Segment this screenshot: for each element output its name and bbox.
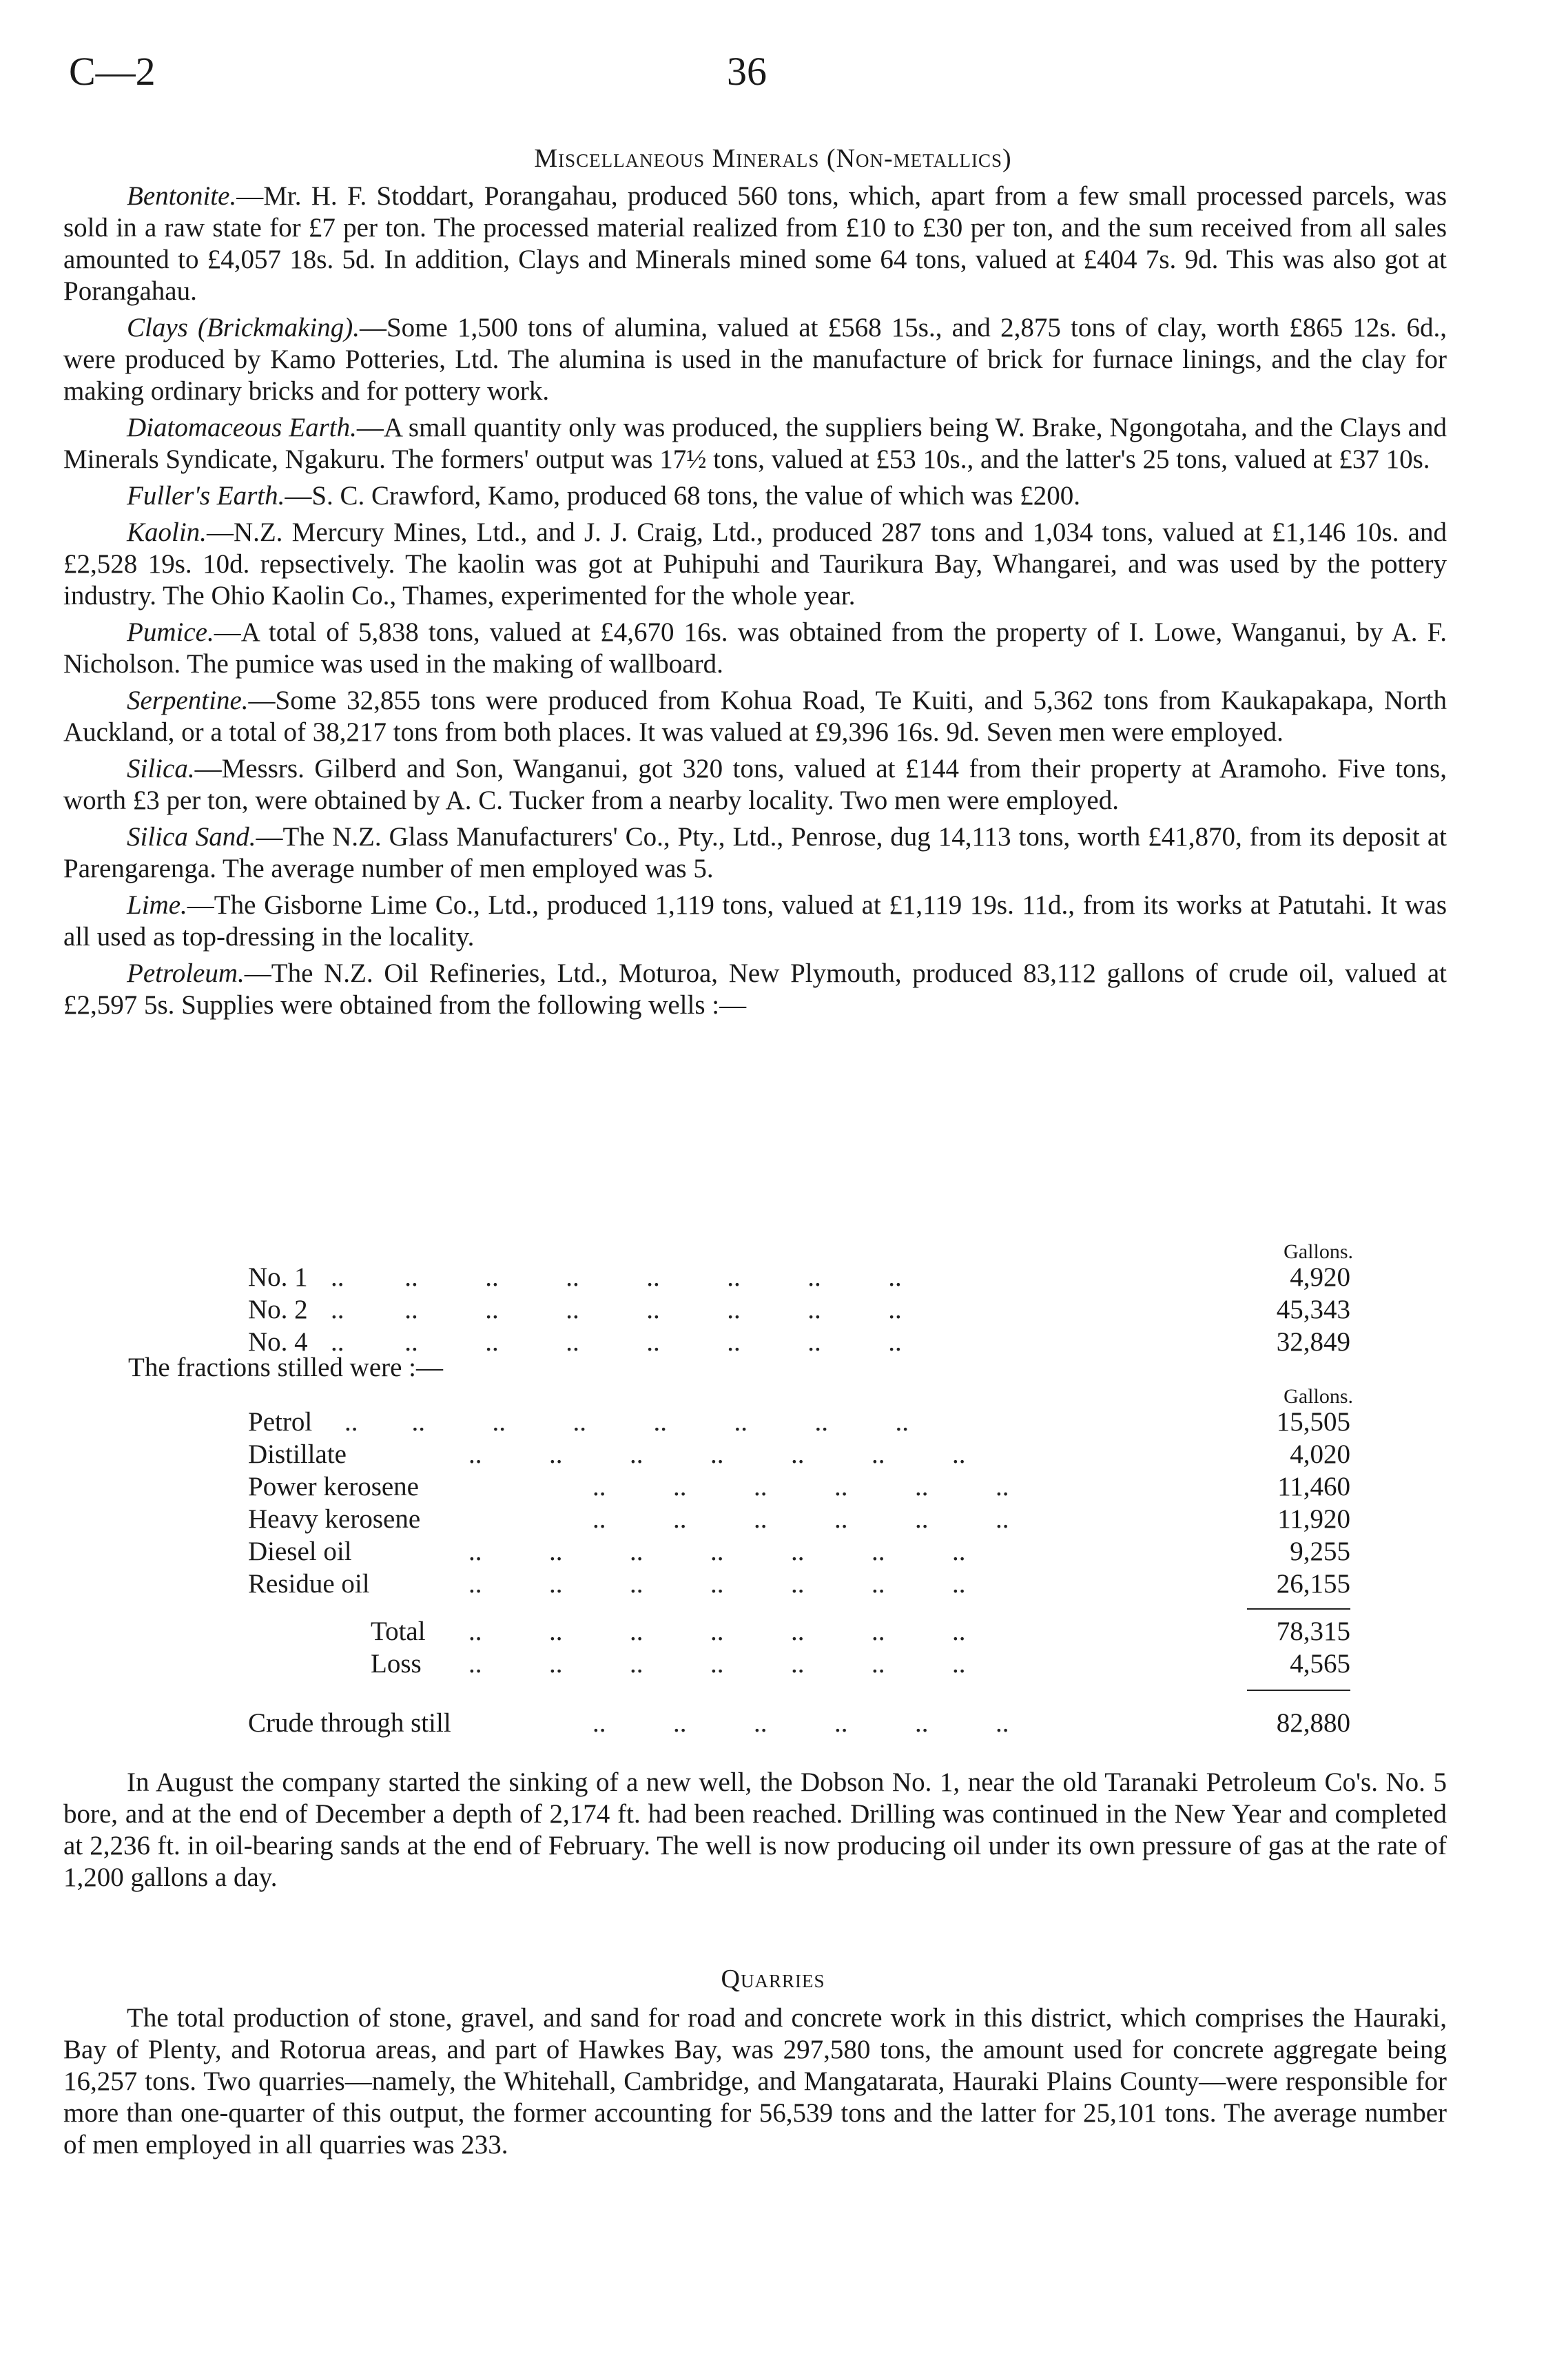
term: Silica.: [127, 754, 195, 783]
table-row: No. 1 .. .. .. .. .. .. .. .. 4,920: [248, 1261, 1350, 1294]
quarries-paragraph: The total production of stone, gravel, and sand for road and concrete work in this district, which comprises the Hauraki, Bay of Plenty, and Rotorua areas, and part of Hawkes Bay, was 297,580 tons, the amount used for concrete aggregate being 16,257 tons. Two quarries—namely, the Whitehall, Cambridge, and Mangatarata, Hauraki Plains County—were responsible for more than one-quarter of this output, the former accounting for 56,539 tons and the latter for 25,101 tons. The average number of men employed in all quarries was 233.: [63, 2003, 1447, 2160]
table-row: No. 2 .. .. .. .. .. .. .. .. 45,343: [248, 1293, 1350, 1326]
paragraph-diatomaceous-earth: [63, 412, 1447, 475]
document-reference: C—2: [69, 49, 156, 94]
term: Clays (Brickmaking).: [127, 313, 360, 342]
fraction-label: Residue oil: [248, 1569, 370, 1599]
table-row-total: Total .. .. .. .. .. .. .. 78,315: [248, 1615, 1350, 1648]
fraction-value: 26,155: [1276, 1569, 1350, 1599]
term: Lime.: [127, 890, 187, 920]
table-row: Power kerosene .. .. .. .. .. .. 11,460: [248, 1470, 1350, 1504]
fraction-value: 15,505: [1276, 1407, 1350, 1437]
quarries-block: [63, 2002, 1447, 2166]
paragraph-text: —A small quantity only was produced, the suppliers being W. Brake, Ngongotaha, and the Clays and Minerals Syndicate, Ngakuru. The formers' output was 17½ tons, valued at £53 10s., and the latter's 25 tons, valued at £37 10s.: [63, 413, 1447, 474]
table-row: Distillate .. .. .. .. .. .. .. 4,020: [248, 1438, 1350, 1471]
paragraph-text: —Some 1,500 tons of alumina, valued at £568 15s., and 2,875 tons of clay, worth £865 12s. 6d., were produced by Kamo Potteries, Ltd. The alumina is used in the manufacture of brick for furnace linings, and the clay for making ordinary bricks and for pottery work.: [63, 313, 1447, 406]
paragraph-petroleum: [63, 958, 1447, 1021]
fraction-label: Power kerosene: [248, 1472, 419, 1501]
fraction-value: 4,020: [1290, 1439, 1350, 1469]
crude-value: 82,880: [1276, 1708, 1350, 1738]
paragraph-pumice: [63, 617, 1447, 680]
paragraph-kaolin: [63, 517, 1447, 612]
well-label: No. 2: [248, 1295, 308, 1324]
sum-rule: [1247, 1690, 1350, 1691]
term: Petroleum.: [127, 958, 245, 988]
crude-label: Crude through still: [248, 1708, 451, 1738]
table-row: Residue oil .. .. .. .. .. .. .. 26,155: [248, 1568, 1350, 1601]
table-row: Diesel oil .. .. .. .. .. .. .. 9,255: [248, 1535, 1350, 1568]
well-label: No. 4: [248, 1327, 308, 1357]
fraction-value: 9,255: [1290, 1537, 1350, 1566]
paragraph-text: —Messrs. Gilberd and Son, Wanganui, got 320 tons, valued at £144 from their property at Aramoho. Five tons, worth £3 per ton, were obtained by A. C. Tucker from a nearby locality. Two men were employed.: [63, 754, 1447, 815]
paragraph-silica: [63, 753, 1447, 817]
section-title-quarries: Quarries: [721, 1964, 825, 1993]
total-value: 78,315: [1276, 1617, 1350, 1646]
closing-paragraph: In August the company started the sinking of a new well, the Dobson No. 1, near the old Taranaki Petroleum Co's. No. 5 bore, and at the end of December a depth of 2,174 ft. had been reached. Drilling was continued in the New Year and completed at 2,236 ft. in oil-bearing sands at the end of February. The well is now producing oil under its own pressure of gas at the rate of 1,200 gallons a day.: [63, 1767, 1447, 1892]
fraction-value: 11,460: [1277, 1472, 1350, 1501]
paragraph-text: —A total of 5,838 tons, valued at £4,670 16s. was obtained from the property of I. Lowe, Wanganui, by A. F. Nicholson. The pumice was used in the making of wallboard.: [63, 617, 1447, 679]
term: Pumice.: [127, 617, 214, 647]
loss-value: 4,565: [1290, 1649, 1350, 1679]
section-title-miscellaneous: Miscellaneous Minerals (Non-metallics): [534, 144, 1012, 173]
paragraph-lime: [63, 890, 1447, 953]
mineral-paragraphs: [63, 181, 1447, 1026]
table-row-loss: Loss .. .. .. .. .. .. .. 4,565: [248, 1648, 1350, 1681]
paragraph-text: —Some 32,855 tons were produced from Kohua Road, Te Kuiti, and 5,362 tons from Kaukapakapa, North Auckland, or a total of 38,217 tons from both places. It was valued at £9,396 16s. 9d. Seven men were employed.: [63, 686, 1447, 747]
well-value: 32,849: [1276, 1327, 1350, 1357]
paragraph-fullers-earth: [63, 480, 1447, 512]
paragraph-text: —Mr. H. F. Stoddart, Porangahau, produced 560 tons, which, apart from a few small processed parcels, was sold in a raw state for £7 per ton. The processed material realized from £10 to £30 per ton, and the sum received from all sales amounted to £4,057 18s. 5d. In addition, Clays and Minerals mined some 64 tons, valued at £404 7s. 9d. This was also got at Porangahau.: [63, 181, 1447, 306]
term: Diatomaceous Earth.: [127, 413, 357, 442]
term: Kaolin.: [127, 517, 207, 547]
page-number: 36: [727, 49, 767, 94]
fraction-label: Heavy kerosene: [248, 1504, 421, 1534]
paragraph-text: —S. C. Crawford, Kamo, produced 68 tons, the value of which was £200.: [285, 481, 1080, 511]
fraction-label: Diesel oil: [248, 1537, 352, 1566]
sum-rule: [1247, 1608, 1350, 1610]
term: Silica Sand.: [127, 822, 256, 852]
well-value: 4,920: [1290, 1262, 1350, 1292]
paragraph-text: —N.Z. Mercury Mines, Ltd., and J. J. Craig, Ltd., produced 287 tons and 1,034 tons, valued at £1,146 10s. and £2,528 19s. 10d. repsectively. The kaolin was got at Puhipuhi and Taurikura Bay, Whangarei, and was used by the pottery industry. The Ohio Kaolin Co., Thames, experimented for the whole year.: [63, 517, 1447, 611]
table-row: Heavy kerosene .. .. .. .. .. .. 11,920: [248, 1503, 1350, 1536]
table-row-crude: Crude through still .. .. .. .. .. .. 82,880: [248, 1707, 1350, 1740]
loss-label: Loss: [371, 1649, 422, 1679]
fraction-value: 11,920: [1277, 1504, 1350, 1534]
fractions-intro: The fractions stilled were :—: [128, 1353, 444, 1382]
table-row: No. 4 .. .. .. .. .. .. .. .. 32,849: [248, 1326, 1350, 1359]
fraction-label: Distillate: [248, 1439, 347, 1469]
paragraph-text: —The Gisborne Lime Co., Ltd., produced 1,119 tons, valued at £1,119 19s. 11d., from its works at Patutahi. It was all used as top-dressing in the locality.: [63, 890, 1447, 952]
wells-unit-header: Gallons.: [1284, 1240, 1353, 1263]
fraction-label: Petrol: [248, 1407, 313, 1437]
paragraph-text: —The N.Z. Oil Refineries, Ltd., Moturoa, New Plymouth, produced 83,112 gallons of crude oil, valued at £2,597 5s. Supplies were obtained from the following wells :—: [63, 958, 1447, 1020]
total-label: Total: [371, 1617, 426, 1646]
term: Bentonite.: [127, 181, 237, 211]
well-value: 45,343: [1276, 1295, 1350, 1324]
paragraph-text: —The N.Z. Glass Manufacturers' Co., Pty., Ltd., Penrose, dug 14,113 tons, worth £41,870, from its deposit at Parengarenga. The average number of men employed was 5.: [63, 822, 1447, 883]
term: Fuller's Earth.: [127, 481, 285, 511]
paragraph-bentonite: [63, 181, 1447, 307]
well-label: No. 1: [248, 1262, 308, 1292]
fractions-unit-header: Gallons.: [1284, 1385, 1353, 1408]
closing-paragraph-block: [63, 1767, 1447, 1898]
paragraph-clays: [63, 312, 1447, 407]
table-row: Petrol .. .. .. .. .. .. .. .. 15,505: [248, 1406, 1350, 1439]
term: Serpentine.: [127, 686, 249, 715]
paragraph-silica-sand: [63, 821, 1447, 885]
paragraph-serpentine: [63, 685, 1447, 748]
